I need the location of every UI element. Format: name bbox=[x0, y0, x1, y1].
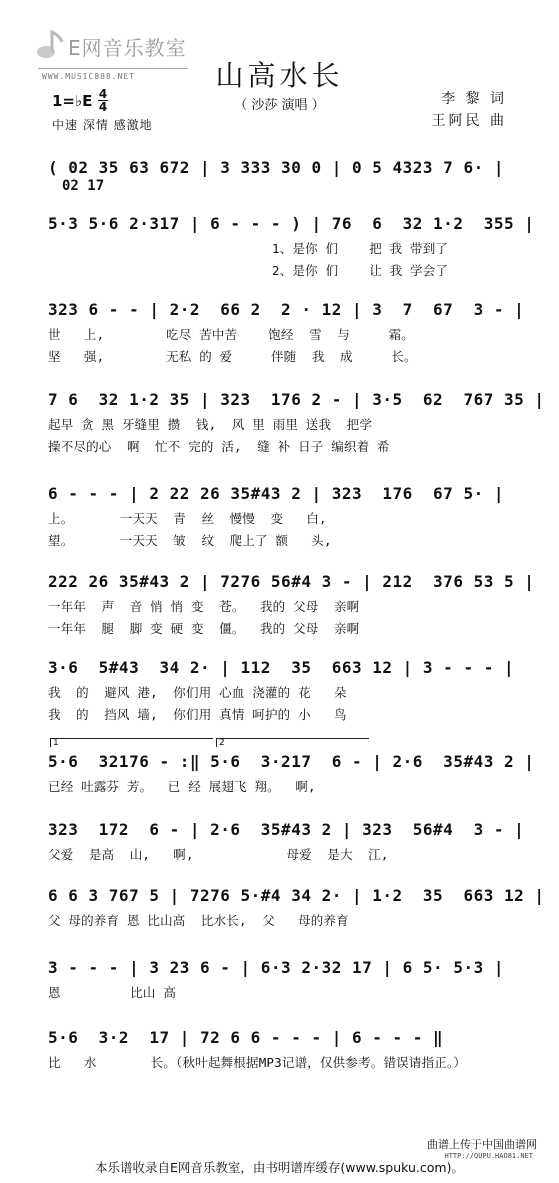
song-performer: （ 沙莎 演唱 ） bbox=[234, 98, 325, 113]
score-system-5 bbox=[48, 484, 518, 549]
lyric-verse-1: 起早 贪 黑 牙缝里 攒 钱, 风 里 雨里 送我 把学 bbox=[48, 417, 373, 432]
notation-line: ( 02 35 63 672 | 3 333 30 0 | 0 5 4323 7 6· | bbox=[48, 158, 504, 177]
score-system-2 bbox=[48, 214, 535, 279]
time-signature bbox=[98, 88, 108, 113]
lyric-verse-1: 恩 比山 高 bbox=[48, 985, 177, 1000]
lyric-verse-2: 坚 强, 无私 的 爱 伴随 我 成 长。 bbox=[48, 349, 417, 364]
time-signature-bottom: 4 bbox=[98, 100, 108, 114]
lyric-verse-2: 望。 一天天 皱 纹 爬上了 额 头, bbox=[48, 533, 332, 548]
notation-line: 3 - - - | 3 23 6 - | 6·3 2·32 17 | 6 5· 5·3 | bbox=[48, 958, 504, 977]
lyric-verse-2: 一年年 腿 脚 变 硬 变 僵。 我的 父母 亲啊 bbox=[48, 621, 360, 636]
intro-alternate-notes: 02 17 bbox=[62, 178, 105, 194]
score-system-4 bbox=[48, 390, 545, 455]
score-system-11 bbox=[48, 958, 518, 1001]
lyric-verse-1: 世 上, 吃尽 苦中苦 饱经 雪 与 霜。 bbox=[48, 327, 414, 342]
lyric-verse-1: 1、是你 们 把 我 带到了 bbox=[48, 241, 449, 256]
notation-line: 222 26 35#43 2 | 7276 56#4 3 - | 212 376 53 5 | bbox=[48, 572, 535, 591]
score-system-3 bbox=[48, 300, 525, 365]
score-system-10 bbox=[48, 886, 545, 929]
lyric-verse-1: 已经 吐露芬 芳。 已 经 展翅飞 翔。 啊, bbox=[48, 779, 316, 794]
lyric-verse-1: 比 水 长。（秋叶起舞根据MP3记谱，仅供参考。错误请指正。） bbox=[48, 1055, 467, 1070]
notation-line: 5·6 3·2 17 | 72 6 6 - - - | 6 - - - ‖ bbox=[48, 1028, 444, 1047]
volta-second-ending: 2 bbox=[216, 738, 369, 747]
notation-line: 6 6 3 767 5 | 7276 5·#4 34 2· | 1·2 35 663 12 | bbox=[48, 886, 545, 905]
lyric-verse-2: 2、是你 们 让 我 学会了 bbox=[48, 263, 449, 278]
upload-credit: 曲谱上传于中国曲谱网 bbox=[427, 1138, 537, 1151]
lyric-verse-1: 父爱 是高 山, 啊, 母爱 是大 江, bbox=[48, 847, 389, 862]
logo-brand: E网音乐教室 bbox=[68, 36, 187, 60]
logo-url: WWW.MUSIC888.NET bbox=[42, 72, 136, 81]
score-system-1 bbox=[48, 158, 518, 177]
score-system-8 bbox=[48, 752, 535, 795]
lyric-verse-1: 一年年 声 音 悄 悄 变 苍。 我的 父母 亲啊 bbox=[48, 599, 360, 614]
notation-line: 323 172 6 - | 2·6 35#43 2 | 323 56#4 3 - | bbox=[48, 820, 525, 839]
score-system-9 bbox=[48, 820, 525, 863]
song-title: 山高水长 bbox=[215, 59, 344, 92]
notation-line: 5·6 32176 - :‖ 5·6 3·217 6 - | 2·6 35#43 2 | bbox=[48, 752, 535, 771]
composer-credit: 王阿民 曲 bbox=[431, 113, 507, 129]
notation-line: 3·6 5#43 34 2· | 112 35 663 12 | 3 - - - | bbox=[48, 658, 515, 677]
key-signature: 1=♭E bbox=[52, 92, 93, 110]
lyric-verse-1: 我 的 避风 港, 你们用 心血 浇灌的 花 朵 bbox=[48, 685, 347, 700]
lyricist-credit: 李 黎 词 bbox=[441, 91, 507, 107]
lyric-verse-1: 父 母的养育 恩 比山高 比水长, 父 母的养育 bbox=[48, 913, 349, 928]
notation-line: 5·3 5·6 2·317 | 6 - - - ) | 76 6 32 1·2 355 | bbox=[48, 214, 535, 233]
tempo-marking: 中速 深情 感激地 bbox=[52, 118, 153, 132]
score-system-7 bbox=[48, 658, 518, 723]
time-signature-top: 4 bbox=[98, 87, 108, 101]
score-system-6 bbox=[48, 572, 535, 637]
score-system-12 bbox=[48, 1028, 518, 1071]
upload-url: HTTP://QUPU.HAO81.NET bbox=[444, 1152, 533, 1160]
lyric-verse-1: 上。 一天天 青 丝 慢慢 变 白, bbox=[48, 511, 327, 526]
lyric-verse-2: 我 的 挡风 墙, 你们用 真情 呵护的 小 鸟 bbox=[48, 707, 347, 722]
volta-first-ending: 1 bbox=[50, 738, 213, 747]
notation-line: 7 6 32 1·2 35 | 323 176 2 - | 3·5 62 767 35 | bbox=[48, 390, 545, 409]
lyric-verse-2: 操不尽的心 啊 忙不 完的 活, 缝 补 日子 编织着 希 bbox=[48, 439, 390, 454]
notation-line: 323 6 - - | 2·2 66 2 2 · 12 | 3 7 67 3 - | bbox=[48, 300, 525, 319]
source-credit: 本乐谱收录自E网音乐教室，由书明谱库缓存(www.spuku.com)。 bbox=[95, 1160, 464, 1175]
notation-line: 6 - - - | 2 22 26 35#43 2 | 323 176 67 5· | bbox=[48, 484, 504, 503]
